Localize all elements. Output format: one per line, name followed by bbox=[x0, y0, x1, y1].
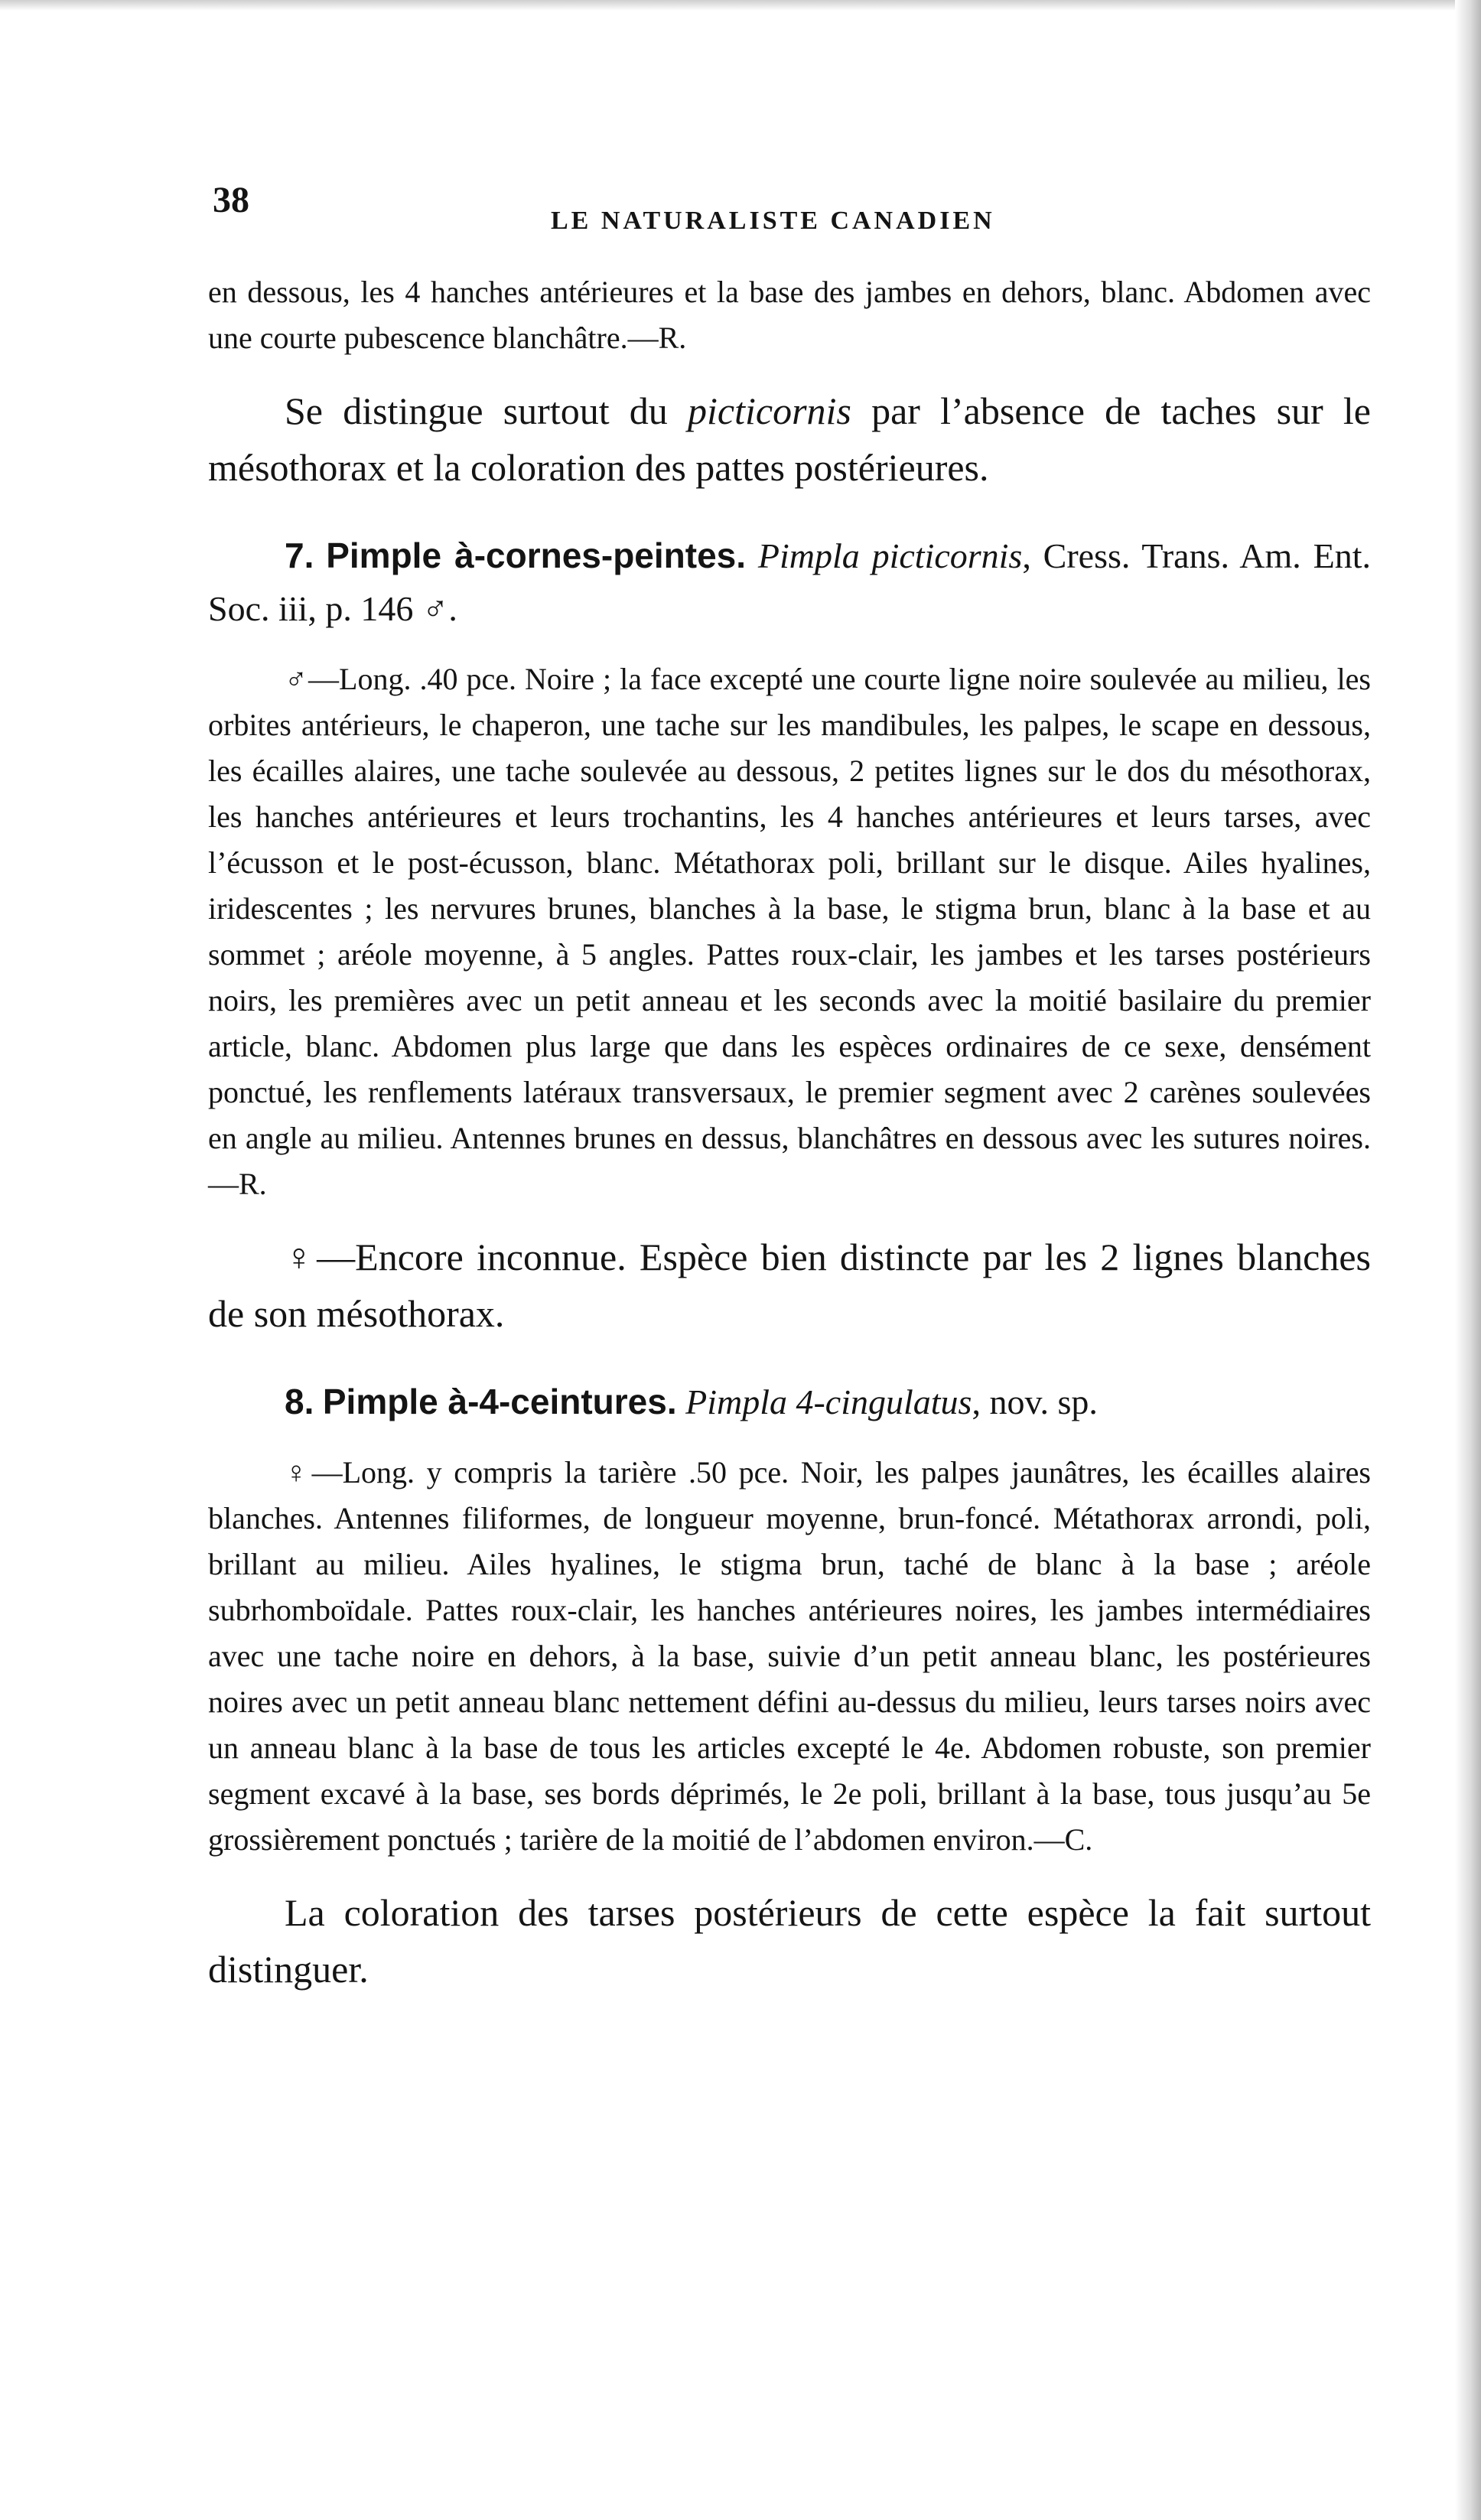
species-8-heading bbox=[208, 1376, 1371, 1428]
species-8-citation: , nov. sp. bbox=[972, 1382, 1098, 1421]
species-7-latin-name: Pimpla picticornis bbox=[757, 536, 1023, 575]
species-8-number: 8. bbox=[285, 1382, 314, 1421]
species-7-heading bbox=[208, 529, 1371, 635]
species-8-description: ♀—Long. y compris la tarière .50 pce. Noir, les palpes jaunâtres, les écailles alaires blanches. Antennes filiformes, de longueur moyenne, brun-foncé. Métathorax arrondi, poli, brillant au milieu. Ailes hyalines, le stigma brun, taché de blanc à la base ; aréole subrhomboïdale. Pattes roux-clair, les hanches antérieures noires, les jambes intermédiaires avec une tache noire en dehors, à la base, suivie d’un petit anneau blanc, les postérieures noires avec un petit anneau blanc nettement défini au-dessus du milieu, leurs tarses noirs avec un anneau blanc à la base de tous les articles excepté le 4e. Abdomen robuste, son premier segment excavé à la base, ses bords déprimés, le 2e poli, brillant à la base, tous jusqu’au 5e grossièrement ponctués ; tarière de la moitié de l’abdomen environ.—C. bbox=[208, 1455, 1371, 1857]
scan-binding-shadow bbox=[1455, 0, 1481, 2520]
species-7-common-name: Pimple à-cornes-peintes. bbox=[326, 536, 747, 575]
paragraph-continuation: en dessous, les 4 hanches antérieures et la base des jambes en dehors, blanc. Abdomen avec une courte pubescence blanchâtre.—R. bbox=[208, 275, 1371, 355]
species-8-latin-name: Pimpla 4-cingulatus bbox=[685, 1382, 972, 1421]
species-epithet: picticornis bbox=[688, 389, 851, 432]
species-7-description: ♂—Long. .40 pce. Noire ; la face excepté une courte ligne noire soulevée au milieu, les orbites antérieurs, le chaperon, une tache sur les mandibules, les palpes, le scape en dessous, les écailles alaires, une tache soulevée au dessous, 2 petites lignes sur le dos du mésothorax, les hanches antérieures et leurs trochantins, les 4 hanches antérieures et leurs tarses, avec l’écusson et le post-écusson, blanc. Métathorax poli, brillant sur le disque. Ailes hyalines, iridescentes ; les nervures brunes, blanches à la base, le stigma brun, blanc à la base et au sommet ; aréole moyenne, à 5 angles. Pattes roux-clair, les jambes et les tarses postérieurs noirs, les premières avec un petit anneau et les seconds avec la moitié basilaire du premier article, blanc. Abdomen plus large que dans les espèces ordinaires de ce sexe, densément ponctué, les renflements latéraux transversaux, le premier segment avec 2 carènes soulevées en angle au milieu. Antennes brunes en dessus, blanchâtres en dessous avec les sutures noires.—R. bbox=[208, 662, 1371, 1201]
species-8-common-name: Pimple à-4-ceintures. bbox=[322, 1382, 677, 1421]
page-body bbox=[208, 269, 1371, 1997]
species-7-citation: , Cress. Trans. Am. Ent. Soc. iii, p. 146 ♂. bbox=[208, 536, 1371, 628]
paragraph-text: Se distingue surtout du bbox=[285, 389, 688, 432]
scan-top-edge bbox=[0, 0, 1481, 11]
species-8-closing-note: La coloration des tarses postérieurs de cette espèce la fait surtout distinguer. bbox=[208, 1891, 1371, 1991]
paragraph-distinction bbox=[208, 383, 1371, 496]
page-number: 38 bbox=[213, 180, 249, 220]
species-7-female-note: ♀—Encore inconnue. Espèce bien distincte par les 2 lignes blanches de son mésothorax. bbox=[208, 1236, 1371, 1335]
running-head: LE NATURALISTE CANADIEN bbox=[551, 207, 995, 235]
species-7-number: 7. bbox=[285, 536, 314, 575]
paragraph-text: par l’absence de taches sur le mésothorax et la coloration des pattes postérieures. bbox=[208, 389, 1371, 489]
